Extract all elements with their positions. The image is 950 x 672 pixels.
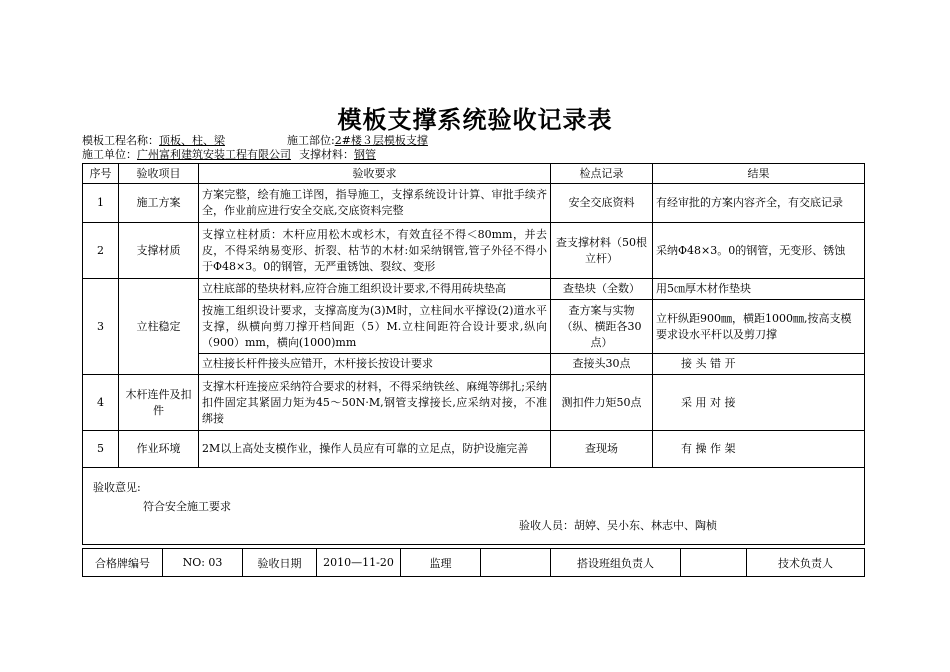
row-requirement: 方案完整，绘有施工详图，指导施工，支撑系统设计计算、审批手续齐全，作业前应进行安全交底,交底资料完整	[199, 184, 551, 223]
row-check: 测扣件力矩50点	[551, 375, 653, 431]
table-row	[83, 300, 865, 354]
table-row	[83, 184, 865, 223]
row-result: 接 头 错 开	[653, 354, 865, 375]
table-row	[83, 223, 865, 279]
project-value: 顶板、柱、梁	[159, 134, 225, 147]
material-label: 支撑材料：	[299, 148, 354, 161]
row-requirement: 2M以上高处支模作业，操作人员应有可靠的立足点，防护设施完善	[199, 431, 551, 468]
footer-row	[83, 549, 865, 577]
row-requirement: 支撑立柱材质：木杆应用松木或杉木，有效直径不得＜80mm，并去皮，不得采纳易变形、折裂、枯节的木材:如采纳钢管,管子外径不得小于Φ48×3。0的钢管，无严重锈蚀、裂纹、变形	[199, 223, 551, 279]
date-value: 2010—11-20	[317, 549, 401, 577]
row-requirement: 立柱底部的垫块材料,应符合施工组织设计要求,不得用砖块垫高	[199, 279, 551, 300]
row-check: 查方案与实物（纵、横距各30点）	[551, 300, 653, 354]
opinion-cell	[83, 468, 865, 545]
row-check: 安全交底资料	[551, 184, 653, 223]
material-value: 钢管	[354, 148, 376, 161]
row-item: 作业环境	[119, 431, 199, 468]
info-line-unit	[82, 148, 376, 162]
unit-label: 施工单位：	[82, 148, 137, 161]
header-requirement: 验收要求	[199, 164, 551, 184]
table-row	[83, 431, 865, 468]
row-result: 立杆纵距900㎜，横距1000㎜,按高支模要求设水平杆以及剪刀撑	[653, 300, 865, 354]
header-item: 验收项目	[119, 164, 199, 184]
info-line-project	[82, 134, 428, 148]
row-no: 5	[83, 431, 119, 468]
opinion-box	[83, 468, 864, 544]
row-check: 查现场	[551, 431, 653, 468]
row-no: 1	[83, 184, 119, 223]
header-check: 检点记录	[551, 164, 653, 184]
inspectors: 验收人员：胡婷、吴小东、林志中、陶桢	[519, 519, 717, 532]
opinion-label: 验收意见:	[93, 481, 141, 494]
opinion-text: 符合安全施工要求	[143, 500, 231, 513]
row-check: 查垫块（全数）	[551, 279, 653, 300]
row-item: 施工方案	[119, 184, 199, 223]
acceptance-table	[82, 163, 865, 545]
location-label: 施工部位:	[287, 134, 335, 147]
row-item: 木杆连件及扣件	[119, 375, 199, 431]
row-requirement: 立柱接长杆件接头应错开，木杆接长按设计要求	[199, 354, 551, 375]
date-label: 验收日期	[243, 549, 317, 577]
project-label: 模板工程名称：	[82, 134, 159, 147]
row-check: 查支撑材料（50根立杆）	[551, 223, 653, 279]
supervisor-label: 监理	[401, 549, 481, 577]
table-row	[83, 279, 865, 300]
row-item: 立柱稳定	[119, 279, 199, 375]
team-leader-value	[681, 549, 747, 577]
row-item: 支撑材质	[119, 223, 199, 279]
row-requirement: 支撑木杆连接应采纳符合要求的材料，不得采纳铁丝、麻绳等绑扎;采纳扣件固定其紧固力矩为45～50N·M,钢管支撑接长,应采纳对接，不准绑接	[199, 375, 551, 431]
header-result: 结果	[653, 164, 865, 184]
row-result: 有 操 作 架	[653, 431, 865, 468]
tech-lead-label: 技术负责人	[747, 549, 865, 577]
supervisor-value	[481, 549, 551, 577]
row-result: 采 用 对 接	[653, 375, 865, 431]
table-row	[83, 354, 865, 375]
row-result: 采纳Φ48×3。0的钢管，无变形、锈蚀	[653, 223, 865, 279]
opinion-row	[83, 468, 865, 545]
table-row	[83, 375, 865, 431]
footer-table	[82, 548, 865, 577]
location-value: 2#楼３层模板支撑	[334, 134, 428, 147]
row-result: 有经审批的方案内容齐全，有交底记录	[653, 184, 865, 223]
row-no: 2	[83, 223, 119, 279]
header-no: 序号	[83, 164, 119, 184]
row-no: 3	[83, 279, 119, 375]
row-requirement: 按施工组织设计要求，支撑高度为(3)M时，立柱间水平撑设(2)道水平支撑，纵横向剪刀撑开档间距（5）M.立柱间距符合设计要求,纵向（900）mm，横向(1000)mm	[199, 300, 551, 354]
row-check: 查接头30点	[551, 354, 653, 375]
plate-label: 合格牌编号	[83, 549, 163, 577]
row-result: 用5㎝厚木材作垫块	[653, 279, 865, 300]
page-title: 模板支撑系统验收记录表	[337, 105, 613, 134]
plate-value: NO: 03	[163, 549, 243, 577]
unit-value: 广州富利建筑安装工程有限公司	[137, 148, 291, 161]
team-leader-label: 搭设班组负责人	[551, 549, 681, 577]
table-header-row	[83, 164, 865, 184]
row-no: 4	[83, 375, 119, 431]
